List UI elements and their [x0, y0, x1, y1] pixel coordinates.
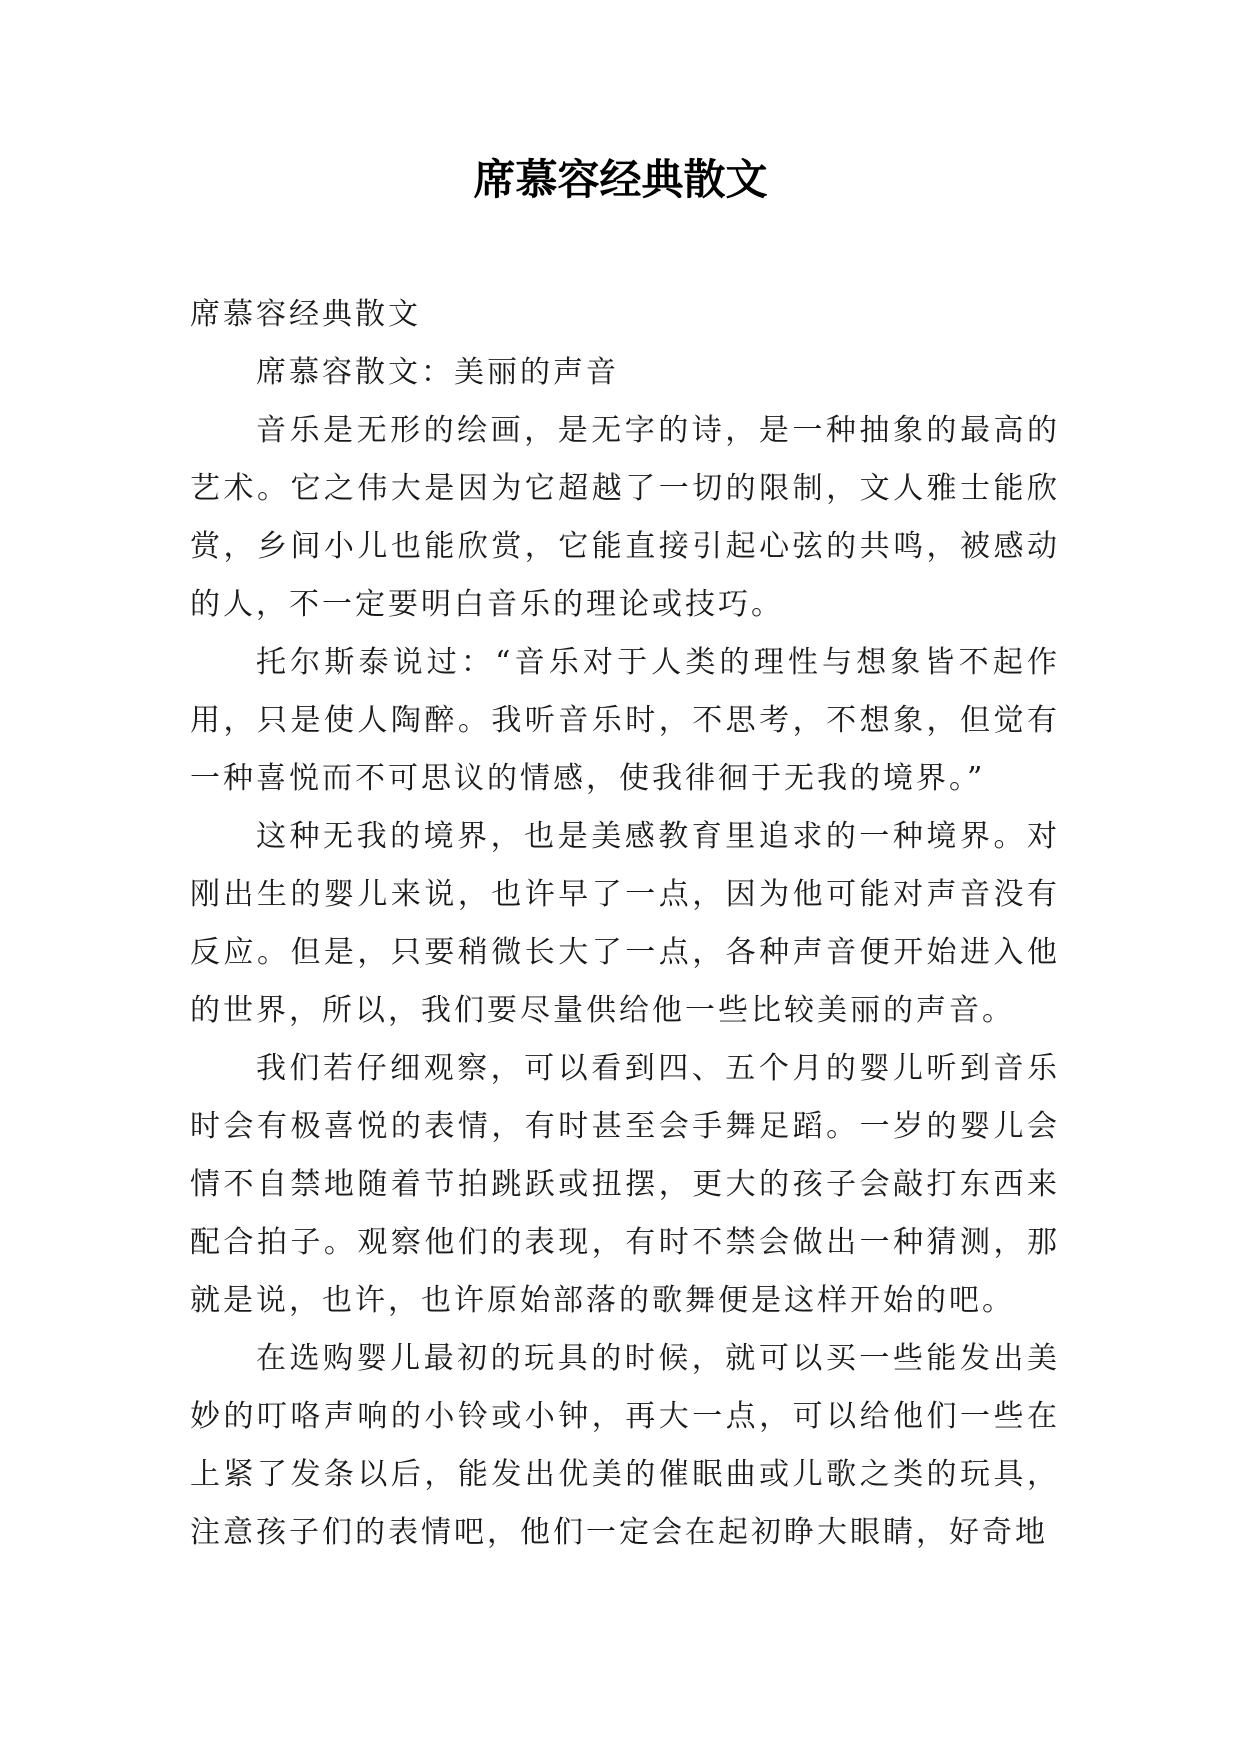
section-subtitle: 席慕容散文：美丽的声音 [256, 355, 619, 390]
paragraph: 这种无我的境界，也是美感教育里追求的一种境界。对刚出生的婴儿来说，也许早了一点，因为他可能对声音没有反应。但是，只要稍微长大了一点，各种声音便开始进入他的世界，所以，我们要尽量供给他一些比较美丽的声音。 [190, 819, 1060, 1028]
paragraph: 我们若仔细观察，可以看到四、五个月的婴儿听到音乐时会有极喜悦的表情，有时甚至会手舞足蹈。一岁的婴儿会情不自禁地随着节拍跳跃或扭摆，更大的孩子会敲打东西来配合拍子。观察他们的表现，有时不禁会做出一种猜测，那就是说，也许，也许原始部落的歌舞便是这样开始的吧。 [190, 1051, 1060, 1318]
paragraph: 音乐是无形的绘画，是无字的诗，是一种抽象的最高的艺术。它之伟大是因为它超越了一切的限制，文人雅士能欣赏，乡间小儿也能欣赏，它能直接引起心弦的共鸣，被感动的人，不一定要明白音乐的理论或技巧。 [190, 413, 1060, 622]
body-heading: 席慕容经典散文 [190, 297, 421, 332]
document-body [190, 286, 1060, 1562]
paragraph: 托尔斯泰说过：“音乐对于人类的理性与想象皆不起作用，只是使人陶醉。我听音乐时，不思考，不想象，但觉有一种喜悦而不可思议的情感，使我徘徊于无我的境界。” [190, 645, 1060, 796]
document-title: 席慕容经典散文 [473, 155, 768, 204]
paragraph: 在选购婴儿最初的玩具的时候，就可以买一些能发出美妙的叮咯声响的小铃或小钟，再大一点，可以给他们一些在上紧了发条以后，能发出优美的催眠曲或儿歌之类的玩具，注意孩子们的表情吧，他们一定会在起初睁大眼睛，好奇地 [190, 1341, 1060, 1550]
